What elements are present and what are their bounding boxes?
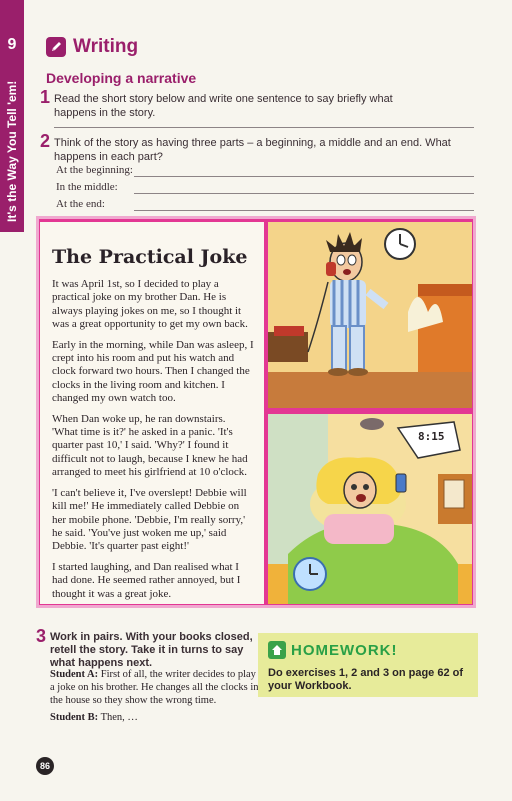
alarm-clock-icon (294, 558, 326, 590)
illustration-girl-in-bed (268, 414, 472, 604)
exercise-1-number: 1 (40, 87, 51, 107)
story-panel (40, 222, 264, 604)
exercise-2-number: 2 (40, 131, 51, 151)
answer-line-beginning[interactable] (134, 176, 474, 177)
student-b-label: Student B: (50, 712, 99, 723)
unit-title: It's the Way You Tell 'em! (5, 80, 19, 222)
homework-label: HOMEWORK! (291, 641, 398, 659)
student-b-text: Then, … (100, 712, 138, 723)
exercise-1-text: Read the short story below and write one sentence to say briefly what happens in the story. (54, 93, 393, 119)
house-icon (268, 641, 286, 659)
exercise-2-text: Think of the story as having three parts – a beginning, a middle and an end. What happens in each part? (54, 137, 451, 163)
wall-clock-icon (385, 229, 415, 259)
phone-clock-display: 8:15 (418, 430, 445, 443)
student-a-text: First of all, the writer decides to play a joke on his brother. He changes all the clocks in the house so they show the wrong time. (50, 669, 259, 706)
story-paragraph: I started laughing, and Dan realised what I had done. He seemed rather annoyed, but I thought it was a great joke. (52, 560, 241, 600)
illustration-man-on-phone (268, 222, 472, 408)
story-paragraph: It was April 1st, so I decided to play a practical joke on my brother Dan. He is always playing jokes on me, so I thought it was a great opportunity to get my own back. (52, 278, 248, 331)
pen-icon (46, 37, 66, 57)
story-paragraph: Early in the morning, while Dan was asleep, I crept into his room and put his watch and clock forward two hours. Then I changed the clocks in the living room and kitchen. I changed my own watch too. (52, 338, 254, 405)
exercise-1-answer-line[interactable] (54, 127, 474, 128)
answer-label-middle: In the middle: (56, 181, 118, 193)
section-subheading: Developing a narrative (46, 70, 197, 86)
page-number: 86 (36, 757, 54, 775)
homework-box (258, 633, 478, 697)
answer-line-end[interactable] (134, 210, 474, 211)
answer-line-middle[interactable] (134, 193, 474, 194)
story-paragraph: When Dan woke up, he ran downstairs. 'What time is it?' he asked in a panic. 'It's quarter past 10,' I said. 'Why?' I found it difficult not to laugh, because I knew he had arranged to meet his girlfriend at 10 o'clock. (52, 412, 248, 479)
student-a-label: Student A: (50, 669, 99, 680)
story-title: The Practical Joke (52, 246, 248, 268)
exercise-3-text: Work in pairs. With your books closed, retell the story. Take it in turns to say what happens next. (50, 631, 253, 669)
student-a-dialog (50, 668, 262, 707)
homework-text: Do exercises 1, 2 and 3 on page 62 of your Workbook. (268, 667, 464, 692)
section-heading (46, 36, 138, 58)
story-paragraph: 'I can't believe it, I've overslept! Debbie will kill me!' He immediately called Debbie on her mobile phone. 'Debbie, I'm really sorry,' he said. 'You've just woken me up,' said Debbie. 'It's quarter past eight!' (52, 486, 247, 553)
exercise-3-number: 3 (36, 626, 47, 646)
student-b-dialog (50, 711, 262, 724)
section-title: Writing (73, 36, 139, 57)
answer-label-beginning: At the beginning: (56, 164, 133, 176)
answer-label-end: At the end: (56, 198, 105, 210)
unit-number: 9 (7, 36, 17, 53)
